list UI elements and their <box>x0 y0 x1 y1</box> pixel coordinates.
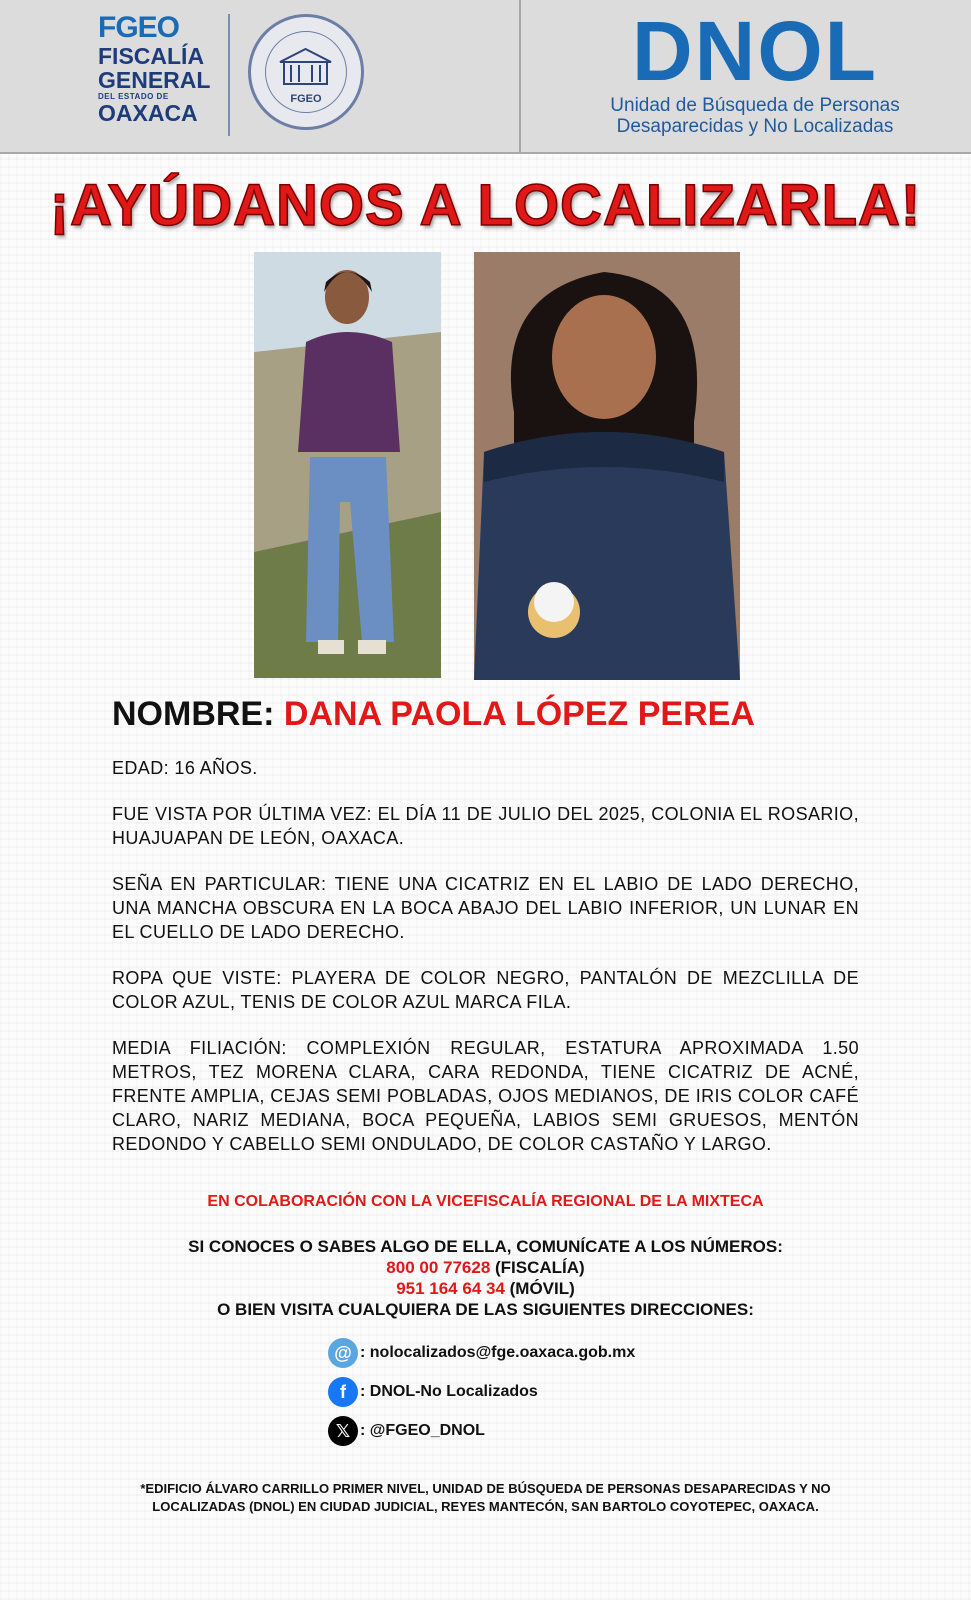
fgeo-logo: FGEO <box>98 11 180 44</box>
person-photo-illustration <box>254 252 441 678</box>
name-line <box>112 695 859 734</box>
fgeo-line-del-estado: DEL ESTADO DE <box>98 92 169 101</box>
description-text: MEDIA FILIACIÓN: COMPLEXIÓN REGULAR, ESTATURA APROXIMADA 1.50 METROS, TEZ MORENA CLARA, CARA REDONDA, TIENE CICATRIZ DE ACNÉ, FRENTE AMPLIA, CEJAS SEMI POBLADAS, OJOS MEDIANOS, DE IRIS COLOR CAFÉ CLARO, NARIZ MEDIANA, BOCA PEQUEÑA, LABIOS SEMI GRUESOS, MENTÓN REDONDO Y CABELLO SEMI ONDULADO, DE COLOR CASTAÑO Y LARGO. <box>112 1038 859 1154</box>
dnol-subtitle-line1: Unidad de Búsqueda de Personas <box>610 95 900 116</box>
footer-address: *EDIFICIO ÁLVARO CARRILLO PRIMER NIVEL, UNIDAD DE BÚSQUEDA DE PERSONAS DESAPARECIDAS Y NO LOCALIZADAS (DNOL) EN CIUDAD JUDICIAL, REYES MANTECÓN, SAN BARTOLO COYOTEPEC, OAXACA. <box>140 1481 831 1514</box>
age-text: EDAD: 16 AÑOS. <box>112 758 258 778</box>
clothing-text: ROPA QUE VISTE: PLAYERA DE COLOR NEGRO, PANTALÓN DE MEZCLILLA DE COLOR AZUL, TENIS DE COLOR AZUL MARCA FILA. <box>112 968 859 1012</box>
x-text[interactable]: : @FGEO_DNOL <box>360 1422 485 1439</box>
facebook-row[interactable] <box>328 1377 538 1407</box>
particular-marks-text: SEÑA EN PARTICULAR: TIENE UNA CICATRIZ EN EL LABIO DE LADO DERECHO, UNA MANCHA OBSCURA EN LA BOCA ABAJO DEL LABIO INFERIOR, UN LUNAR EN EL CUELLO DE LADO DERECHO. <box>112 874 859 942</box>
name-label: NOMBRE: <box>112 695 275 733</box>
email-text[interactable]: : nolocalizados@fge.oaxaca.gob.mx <box>360 1344 636 1361</box>
header-banner <box>0 0 971 154</box>
headline: ¡AYÚDANOS A LOCALIZARLA! <box>49 173 922 238</box>
logo-separator <box>228 14 230 136</box>
x-logo-icon: 𝕏 <box>328 1416 358 1446</box>
phone-fiscalia[interactable]: 800 00 77628 <box>386 1258 491 1277</box>
facebook-text[interactable]: : DNOL-No Localizados <box>360 1383 538 1400</box>
fgeo-logo-block <box>98 12 218 125</box>
email-row[interactable] <box>328 1338 635 1368</box>
contact-intro: SI CONOCES O SABES ALGO DE ELLA, COMUNÍCATE A LOS NÚMEROS: <box>188 1237 783 1256</box>
fiscalia-seal-icon <box>248 14 364 130</box>
fgeo-line-fiscalia: FISCALÍA <box>98 43 205 69</box>
contact-outro: O BIEN VISITA CUALQUIERA DE LAS SIGUIENTES DIRECCIONES: <box>217 1300 754 1319</box>
header-divider <box>519 0 521 152</box>
dnol-subtitle-line2: Desaparecidas y No Localizadas <box>616 116 894 137</box>
collaboration-note: EN COLABORACIÓN CON LA VICEFISCALÍA REGIONAL DE LA MIXTECA <box>207 1193 764 1210</box>
seal-label: FGEO <box>290 93 322 105</box>
dnol-subtitle <box>580 95 930 137</box>
contact-block <box>0 1236 971 1320</box>
fgeo-line-oaxaca: OAXACA <box>98 100 198 126</box>
fgeo-line-general: GENERAL <box>98 67 211 93</box>
phone-line-fiscalia <box>0 1257 971 1278</box>
photo-full-body <box>254 252 441 678</box>
x-row[interactable] <box>328 1416 485 1446</box>
phone-line-movil <box>0 1278 971 1299</box>
facebook-icon: f <box>328 1377 358 1407</box>
person-portrait-illustration <box>474 252 740 680</box>
person-name: DANA PAOLA LÓPEZ PEREA <box>283 695 755 733</box>
photo-portrait <box>474 252 740 680</box>
last-seen-text: FUE VISTA POR ÚLTIMA VEZ: EL DÍA 11 DE JULIO DEL 2025, COLONIA EL ROSARIO, HUAJUAPAN DE LEÓN, OAXACA. <box>112 804 859 848</box>
phone-fiscalia-label: (FISCALÍA) <box>490 1258 585 1277</box>
phone-movil-label: (MÓVIL) <box>504 1279 575 1298</box>
dnol-logo: DNOL <box>632 4 878 98</box>
phone-movil[interactable]: 951 164 64 34 <box>396 1279 505 1298</box>
person-details <box>112 695 859 1178</box>
email-icon: @ <box>328 1338 358 1368</box>
